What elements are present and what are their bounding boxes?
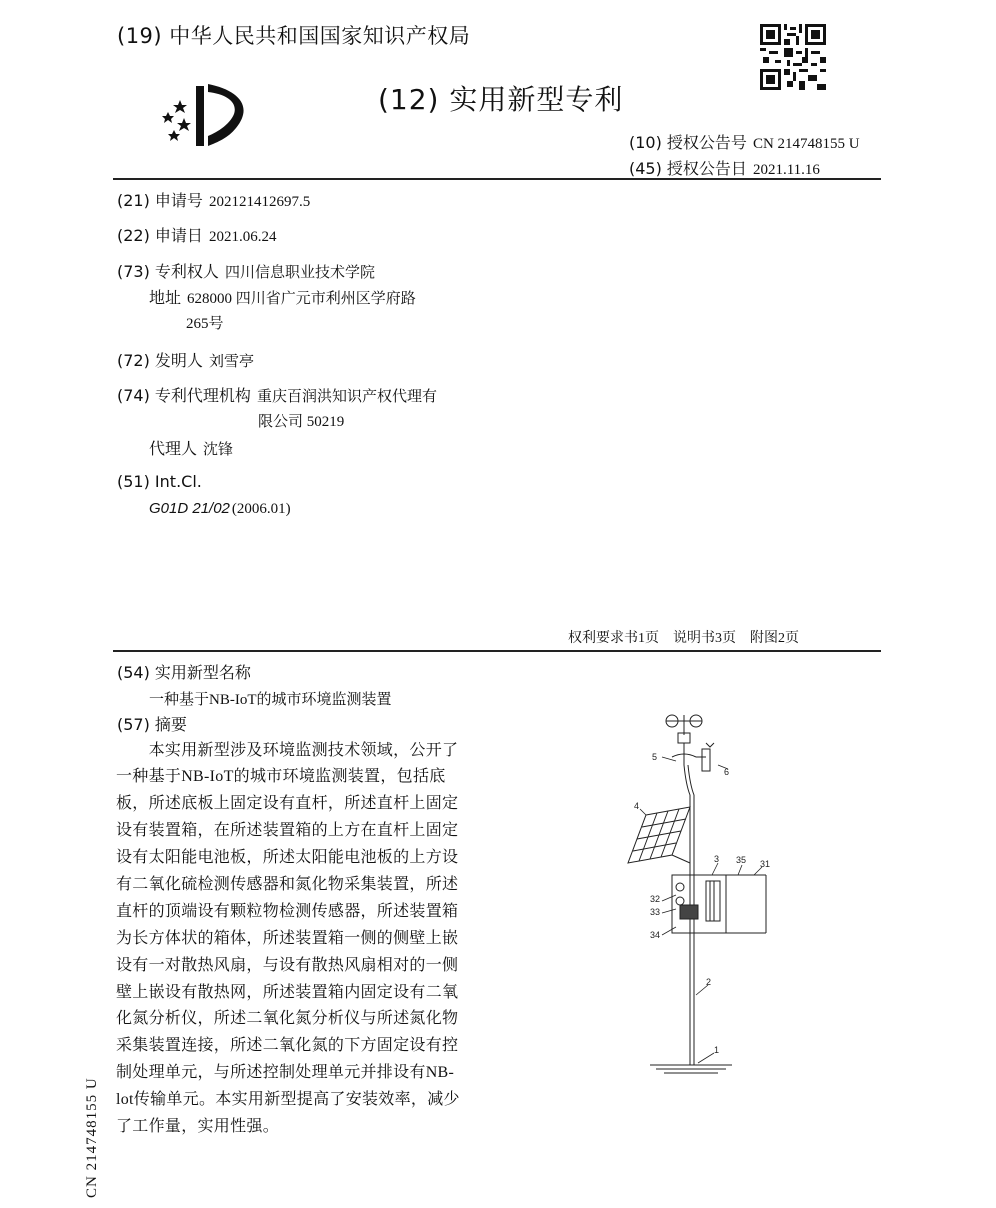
abstract-line: lot传输单元。本实用新型提高了安装效率，减少 (116, 1091, 460, 1108)
address-label: 地址 (149, 288, 182, 307)
agency-label: (74) 专利代理机构 (117, 386, 251, 405)
agent-row (149, 436, 233, 459)
ipc-row (149, 498, 291, 518)
publication-date-label: (45) 授权公告日 (629, 159, 747, 178)
figure-label: 32 (650, 894, 661, 904)
abstract-line: 壁上嵌设有散热网，所述装置箱内固定设有二氧 (116, 984, 459, 1001)
patentee-row (117, 259, 375, 282)
base-ground (650, 1065, 732, 1073)
figure-label: 5 (652, 752, 658, 762)
solar-panel (628, 807, 690, 863)
abstract-line: 化氮分析仪，所述二氧化氮分析仪与所述氮化物 (116, 1010, 459, 1027)
publication-number: CN 214748155 U (752, 136, 860, 152)
address-row (149, 285, 416, 308)
qr-code (760, 24, 826, 90)
abstract-line: 板，所述底板上固定设有直杆，所述直杆上固定 (116, 795, 459, 812)
application-date-label: (22) 申请日 (117, 226, 203, 245)
abstract-line: 设有一对散热风扇，与设有散热风扇相对的一侧 (116, 957, 459, 974)
abstract-line: 直杆的顶端设有颗粒物检测传感器，所述装置箱 (116, 903, 459, 920)
abstract-divider (113, 650, 881, 652)
particulate-sensor (666, 715, 702, 743)
abstract-line: 设有太阳能电池板，所述太阳能电池板的上方设 (116, 849, 459, 866)
page-counts: 权利要求书1页 说明书3页 附图2页 (568, 631, 799, 646)
gas-sensors (672, 743, 714, 771)
figure-label: 3 (714, 854, 720, 864)
address-line2: 265号 (186, 316, 224, 332)
publication-number-row (629, 130, 860, 153)
publication-date-row (629, 156, 820, 179)
abstract-line: 采集装置连接，所述二氧化氮的下方固定设有控 (116, 1037, 459, 1054)
utility-model-title-label: (54) 实用新型名称 (117, 663, 251, 682)
application-number-label: (21) 申请号 (117, 191, 203, 210)
agency-line1: 重庆百润洪知识产权代理有 (256, 389, 437, 405)
publication-number-label: (10) 授权公告号 (629, 133, 747, 152)
side-publication-number: CN 214748155 U (84, 1077, 100, 1198)
office-name: (19) 中华人民共和国国家知识产权局 (117, 24, 471, 48)
ipc-label: (51) Int.Cl. (117, 472, 202, 491)
agent: 沈锋 (203, 442, 234, 458)
utility-model-title: 一种基于NB-IoT的城市环境监测装置 (149, 692, 392, 708)
abstract-line: 有二氧化硫检测传感器和氮化物采集装置，所述 (116, 876, 459, 893)
inventor-label: (72) 发明人 (117, 351, 203, 370)
ipc-code: G01D 21/02 (149, 500, 230, 517)
abstract-line: 本实用新型涉及环境监测技术领域，公开了 (116, 742, 459, 759)
publication-date: 2021.11.16 (752, 162, 820, 178)
application-date: 2021.06.24 (208, 229, 277, 245)
figure-label: 4 (634, 801, 640, 811)
figure-label: 35 (736, 855, 747, 865)
figure-label: 1 (714, 1045, 720, 1055)
patentee: 四川信息职业技术学院 (224, 265, 375, 281)
figure-label: 6 (724, 767, 730, 777)
abstract-figure (620, 705, 800, 1085)
abstract-line: 为长方体状的箱体，所述装置箱一侧的侧壁上嵌 (116, 930, 459, 947)
address-line1: 628000 四川省广元市利州区学府路 (187, 291, 416, 307)
ipc-version: (2006.01) (231, 501, 291, 517)
abstract-label: (57) 摘要 (117, 715, 187, 734)
abstract-line: 一种基于NB-IoT的城市环境监测装置，包括底 (116, 768, 446, 785)
inventor: 刘雪亭 (208, 354, 254, 370)
agent-label: 代理人 (149, 439, 198, 458)
agency-line2: 限公司 50219 (258, 414, 345, 430)
patentee-label: (73) 专利权人 (117, 262, 219, 281)
document-type: (12) 实用新型专利 (378, 83, 624, 116)
inventor-row (117, 348, 254, 371)
abstract-line: 设有装置箱，在所述装置箱的上方在直杆上固定 (116, 822, 459, 839)
device-box (672, 875, 766, 933)
application-number-row (117, 188, 310, 211)
figure-label: 33 (650, 907, 661, 917)
figure-label: 34 (650, 930, 661, 940)
figure-label: 31 (760, 859, 771, 869)
abstract-line: 了工作量，实用性强。 (116, 1118, 280, 1135)
application-date-row (117, 223, 276, 246)
cnipa-logo (158, 78, 258, 148)
agency-row (117, 383, 437, 406)
application-number: 202121412697.5 (208, 194, 311, 210)
abstract-line: 制处理单元，与所述控制处理单元并排设有NB- (116, 1064, 455, 1081)
header-divider (113, 178, 881, 180)
figure-label: 2 (706, 977, 712, 987)
